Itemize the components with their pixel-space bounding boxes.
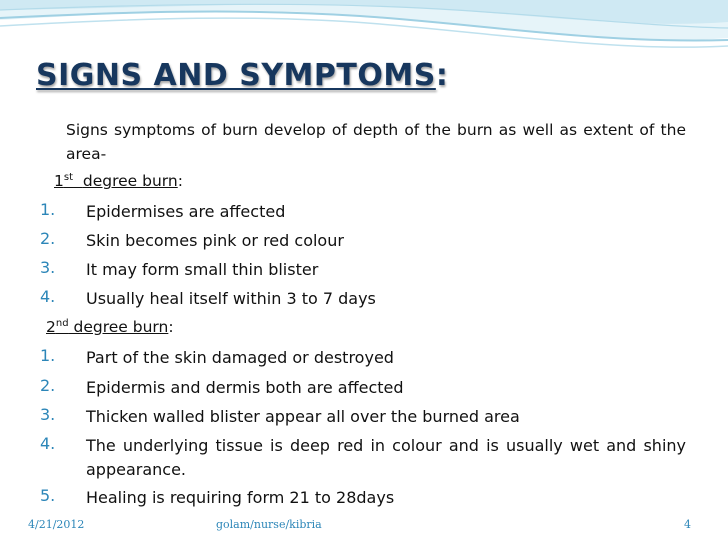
list-item-text: Part of the skin damaged or destroyed: [86, 348, 394, 367]
list-number: 2.: [40, 229, 56, 248]
list-item-text: Healing is requiring form 21 to 28days: [86, 488, 395, 507]
second-degree-heading-text: degree burn: [73, 318, 169, 336]
list-number: 2.: [40, 376, 56, 395]
list-number: 3.: [40, 258, 56, 277]
list-item-text: It may form small thin blister: [86, 260, 319, 279]
first-degree-heading-num: 1: [54, 172, 64, 190]
footer-date: 4/21/2012: [28, 518, 85, 531]
list-number: 4.: [40, 287, 56, 306]
list-item-text: Usually heal itself within 3 to 7 days: [86, 289, 376, 308]
list-item-text: The underlying tissue is deep red in colour and is usually wet and shiny appearance.: [86, 436, 686, 479]
second-degree-heading-colon: :: [168, 318, 174, 336]
intro-paragraph: Signs symptoms of burn develop of depth of the burn as well as extent of the area-: [66, 121, 686, 163]
first-degree-heading: [54, 172, 183, 190]
second-degree-heading-sup: nd: [55, 318, 69, 329]
list-number: 1.: [40, 346, 56, 365]
second-degree-heading: [46, 318, 174, 336]
list-item-text: Skin becomes pink or red colour: [86, 231, 344, 250]
slide-title: [36, 58, 448, 93]
first-degree-heading-colon: :: [177, 172, 183, 190]
list-item-text: Thicken walled blister appear all over the burned area: [86, 407, 520, 426]
list-item-text: Epidermis and dermis both are affected: [86, 378, 404, 397]
slide-title-text: SIGNS AND SYMPTOMS: [36, 58, 436, 93]
footer-author: golam/nurse/kibria: [216, 518, 322, 531]
list-number: 4.: [40, 434, 56, 453]
slide-title-colon: :: [435, 58, 449, 93]
list-number: 1.: [40, 200, 56, 219]
list-number: 5.: [40, 486, 56, 505]
first-degree-heading-text: degree burn: [82, 172, 178, 190]
second-degree-heading-num: 2: [46, 318, 56, 336]
first-degree-heading-sup: st: [63, 172, 74, 183]
list-item-text: Epidermises are affected: [86, 202, 286, 221]
footer-page-number: 4: [684, 518, 691, 531]
list-number: 3.: [40, 405, 56, 424]
